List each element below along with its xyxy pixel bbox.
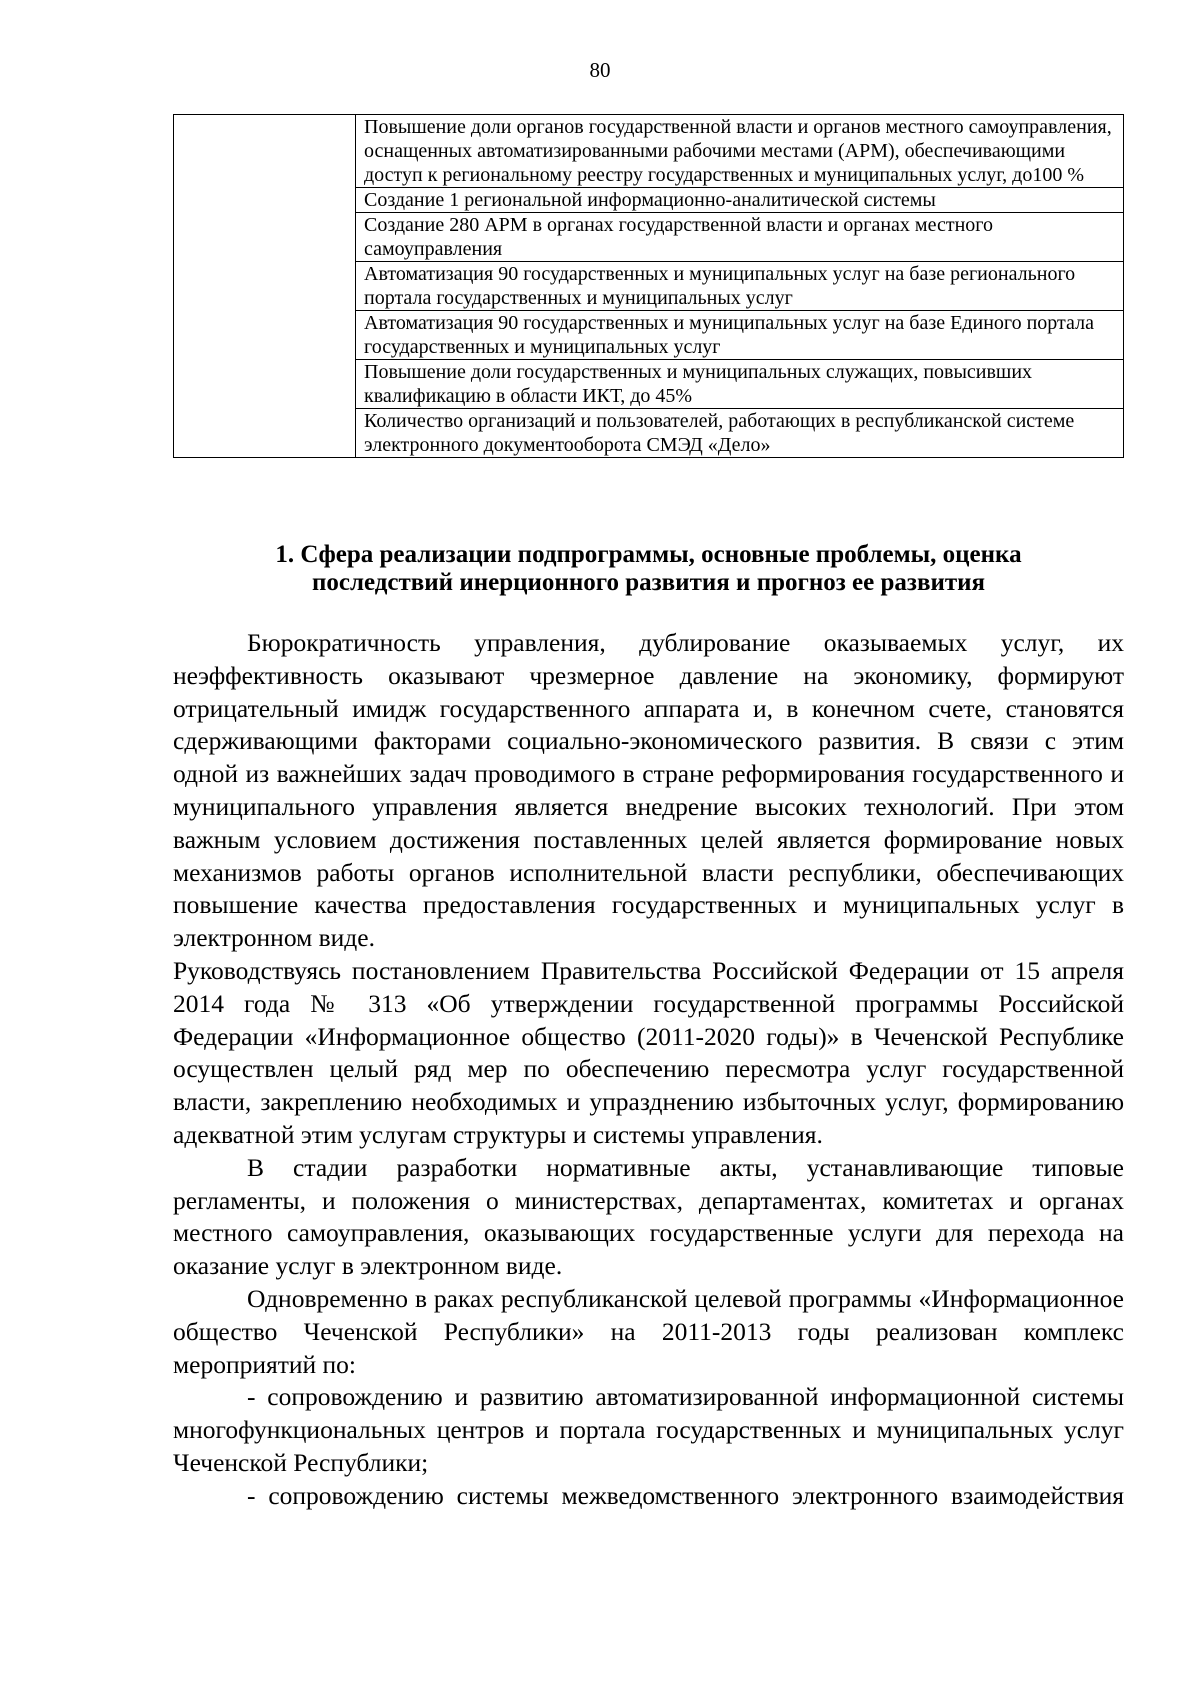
section-heading-line2: последствий инерционного развития и прогноз ее развития bbox=[311, 569, 986, 596]
section-heading bbox=[173, 541, 1124, 597]
section-heading-line1: 1. Сфера реализации подпрограммы, основные проблемы, оценка bbox=[275, 541, 1022, 568]
table-cell: Автоматизация 90 государственных и муниципальных услуг на базе Единого портала государственных и муниципальных услуг bbox=[356, 311, 1124, 360]
paragraph: Одновременно в раках республиканской целевой программы «Информационное общество Чеченской Республики» на 2011-2013 годы реализован комплекс мероприятий по: bbox=[173, 1283, 1124, 1379]
table-cell: Автоматизация 90 государственных и муниципальных услуг на базе регионального портала государственных и муниципальных услуг bbox=[356, 262, 1124, 311]
table-cell: Количество организаций и пользователей, работающих в республиканской системе электронного документооборота СМЭД «Дело» bbox=[356, 409, 1124, 458]
indicators-table bbox=[173, 114, 1124, 458]
table-cell: Создание 1 региональной информационно-аналитической системы bbox=[356, 188, 1124, 213]
list-item: - сопровождению и развитию автоматизированной информационной системы многофункциональных центров и портала государственных и муниципальных услуг Чеченской Республики; bbox=[173, 1382, 1124, 1477]
paragraph: В стадии разработки нормативные акты, устанавливающие типовые регламенты, и положения о министерствах, департаментах, комитетах и органах местного самоуправления, оказывающих государственные услуги для перехода на оказание услуг в электронном виде. bbox=[173, 1152, 1124, 1281]
table-cell: Повышение доли государственных и муниципальных служащих, повысивших квалификацию в области ИКТ, до 45% bbox=[356, 360, 1124, 409]
table-cell-empty bbox=[174, 115, 356, 458]
page-number: 80 bbox=[589, 58, 611, 82]
paragraph: Бюрократичность управления, дублирование оказываемых услуг, их неэффективность оказывают чрезмерное давление на экономику, формируют отрицательный имидж государственного аппарата и, в конечном счете, становятся сдерживающими факторами социально-экономического развития. В связи с этим одной из важнейших задач проводимого в стране реформирования государственного и муниципального управления является внедрение высоких технологий. При этом важным условием достижения поставленных целей является формирование новых механизмов работы органов исполнительной власти республики, обеспечивающих повышение качества предоставления государственных и муниципальных услуг в электронном виде. bbox=[173, 628, 1124, 953]
paragraph: Руководствуясь постановлением Правительства Российской Федерации от 15 апреля 2014 года № 313 «Об утверждении государственной программы Российской Федерации «Информационное общество (2011-2020 годы)» в Чеченской Республике осуществлен целый ряд мер по обеспечению пересмотра услуг государственной власти, закреплению необходимых и упразднению избыточных услуг, формированию адекватной этим услугам структуры и системы управления. bbox=[173, 955, 1124, 1149]
list-item: - сопровождению системы межведомственного электронного взаимодействия bbox=[247, 1480, 1124, 1510]
table-cell: Повышение доли органов государственной власти и органов местного самоуправления, оснащенных автоматизированными рабочими местами (АРМ), обеспечивающими доступ к региональному реестру государственных и муниципальных услуг, до100 % bbox=[356, 115, 1124, 188]
table-row bbox=[174, 115, 1124, 188]
table-cell: Создание 280 АРМ в органах государственной власти и органах местного самоуправления bbox=[356, 213, 1124, 262]
body-text bbox=[173, 627, 1124, 1513]
